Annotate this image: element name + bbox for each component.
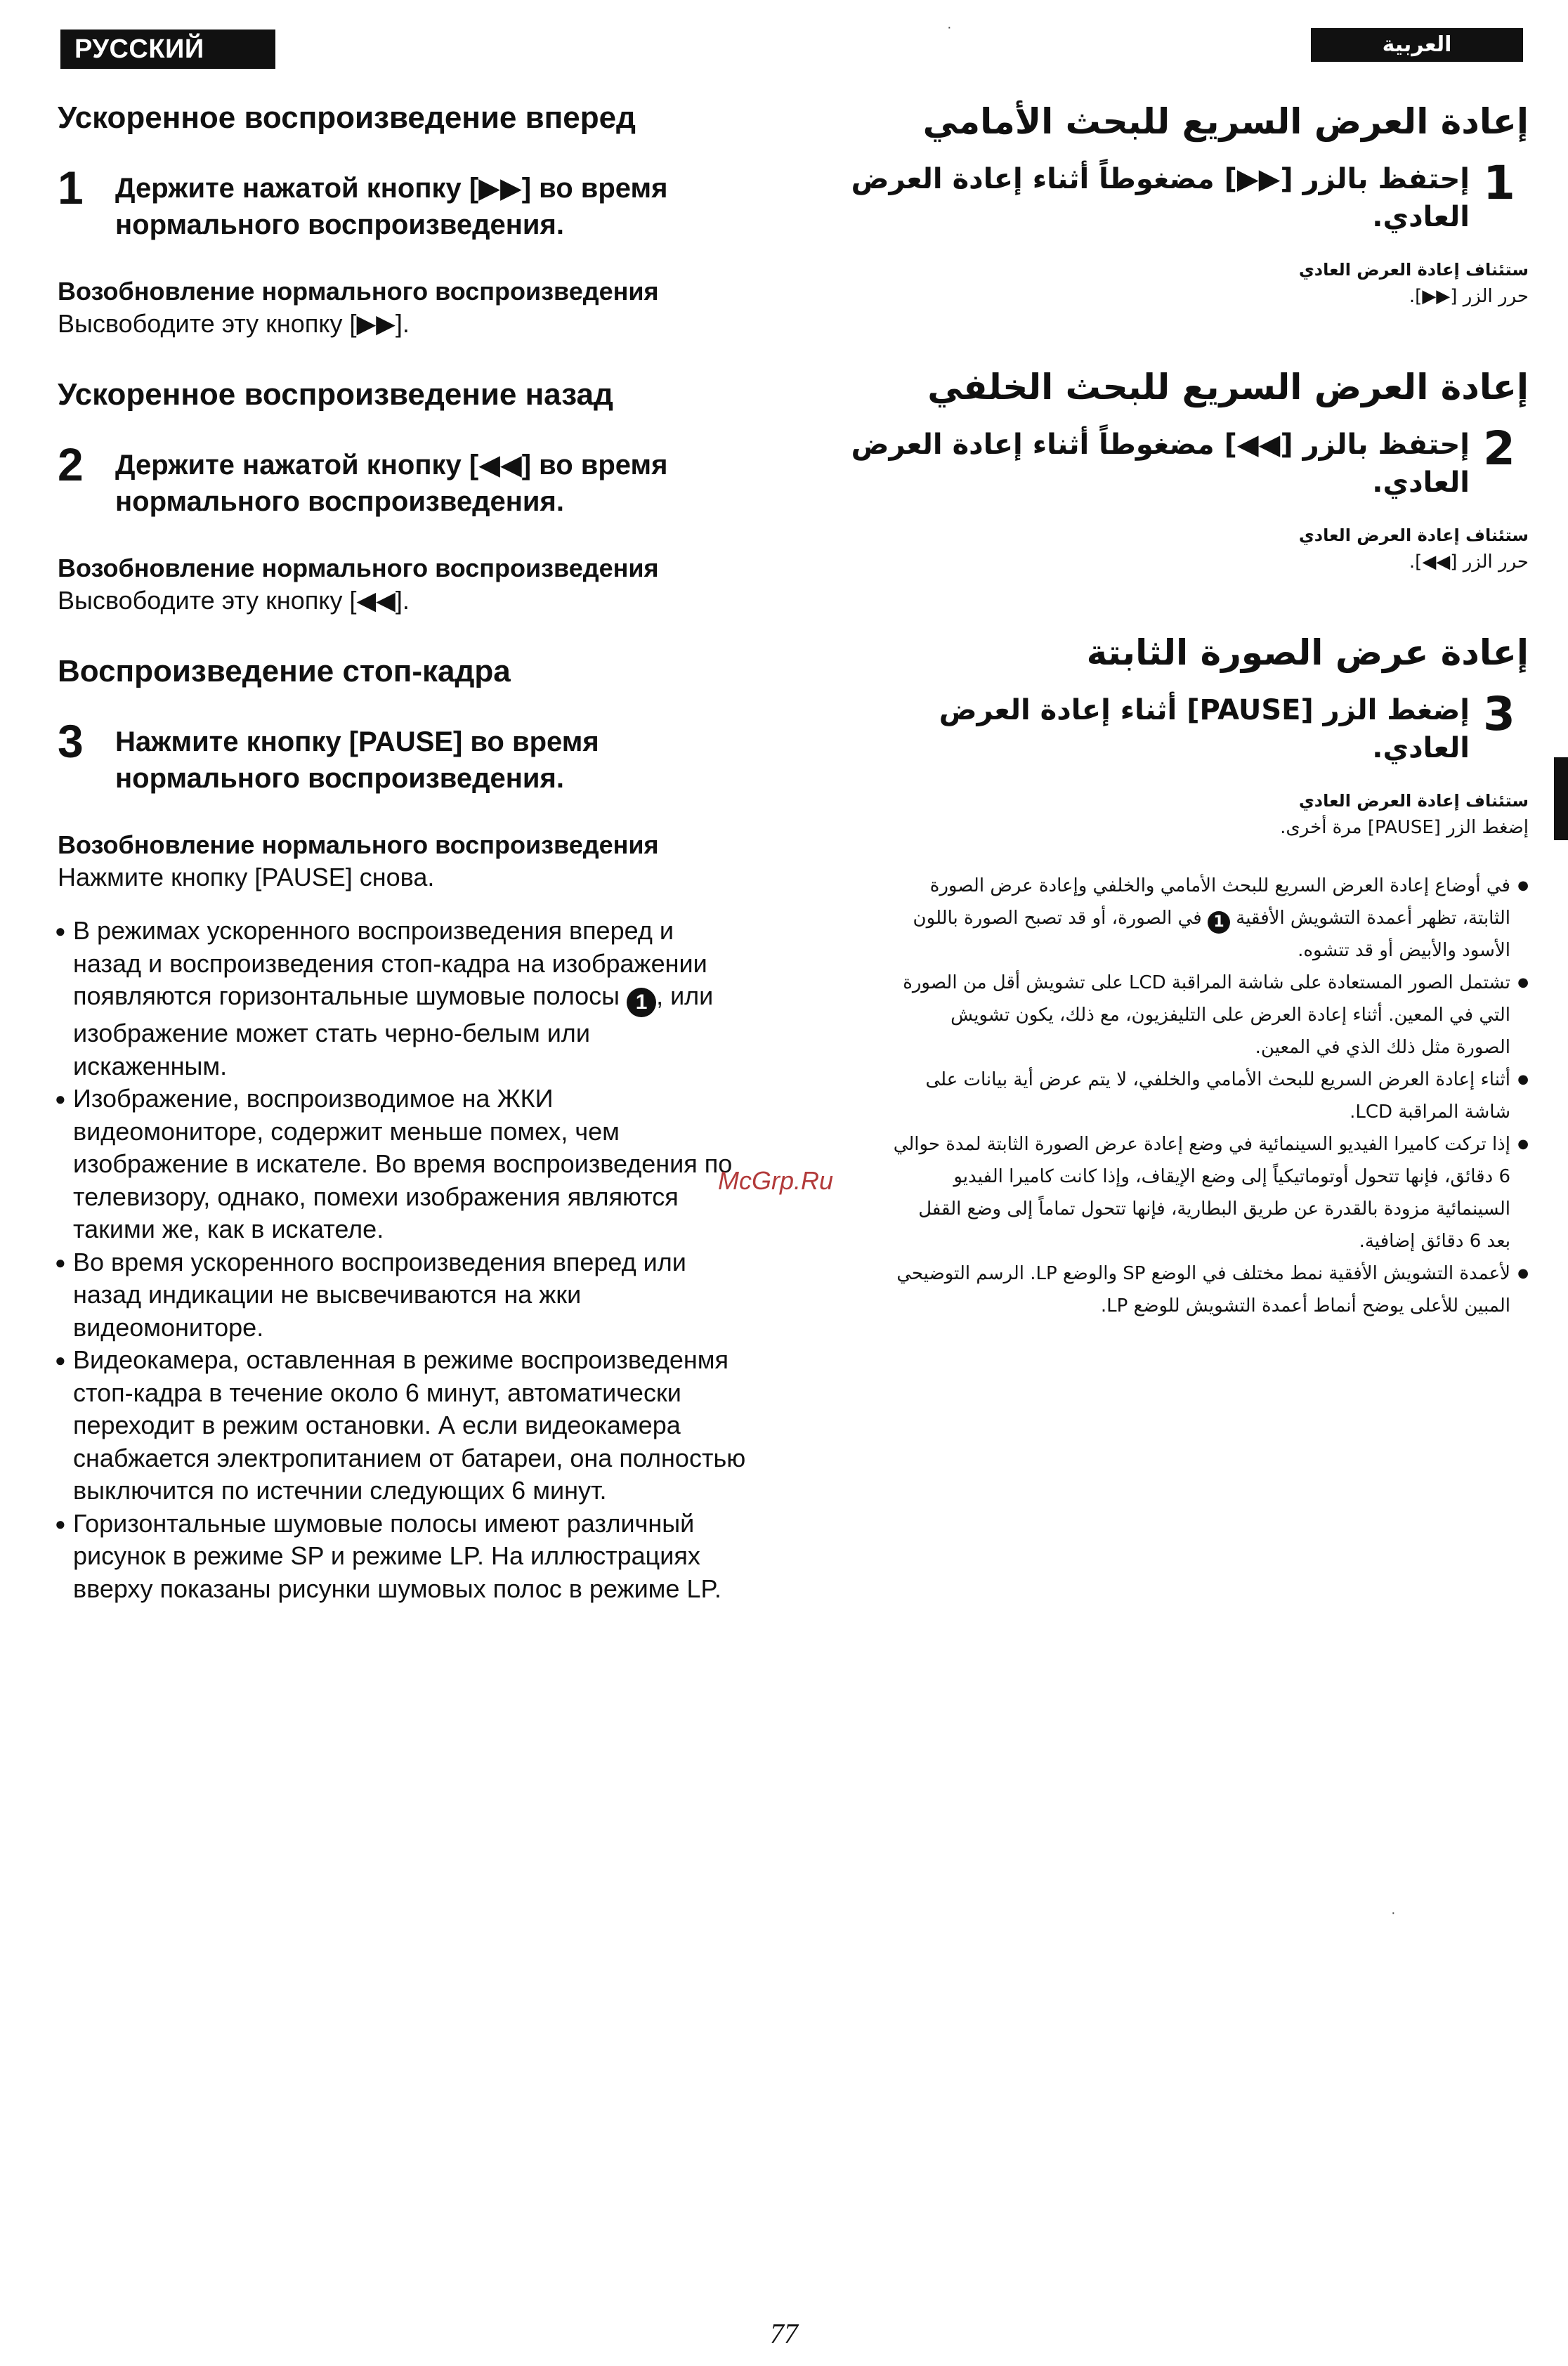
ar-section-rewind (850, 364, 1529, 576)
ru-note-text: , или изображение может стать черно-белым или искаженным. (73, 981, 714, 1080)
ar-notes-list (850, 870, 1529, 1322)
ru-resume-title: Возобновление нормального воспроизведения (58, 277, 659, 306)
ar-section-title: إعادة العرض السريع للبحث الخلفي (927, 367, 1529, 407)
ru-step-number: 2 (58, 438, 84, 490)
ar-step-number: 2 (1483, 421, 1515, 476)
ar-step-number: 1 (1483, 156, 1515, 210)
ru-note: ● Видеокамера, оставленная в режиме воспроизведенмя стоп-кадра в течение около 6 минут, автоматически переходит в режим остановки. А если видеокамера снабжается электропитанием от батареи, она полностью выключится по истечнии следующих 6 минут. (58, 1344, 746, 1508)
ar-note: ● أثناء إعادة العرض السريع للبحث الأمامي والخلفي، لا يتم عرض أية بيانات على شاشة المراقبة LCD. (850, 1064, 1529, 1128)
ru-section-fast-forward (58, 98, 746, 340)
scan-speck: · (947, 20, 952, 35)
ar-note: ● لأعمدة التشويش الأفقية نمط مختلف في الوضع SP والوضع LP. الرسم التوضيحي المبين للأعلى يوضح أنماط أعمدة التشويش للوضع LP. (850, 1257, 1529, 1322)
ru-note-text: В режимах ускоренного воспроизведения вперед и назад и воспроизведения стоп-кадра на изображении появляются горизонтальные шумовые полосы (73, 916, 707, 1010)
ar-resume-text: حرر الزر [◀◀]. (1409, 551, 1529, 573)
ar-step-text: إحتفظ بالزر [◀◀] مضغوطاً أثناء إعادة العرض العادي. (851, 429, 1470, 499)
ar-resume-title: ستئناف إعادة العرض العادي (1298, 525, 1529, 545)
scan-speck: · (1391, 1905, 1396, 1921)
circled-one-icon: 1 (1208, 911, 1230, 934)
ar-step-number: 3 (1483, 687, 1515, 741)
ru-resume-title: Возобновление нормального воспроизведения (58, 830, 659, 859)
ru-resume-title: Возобновление нормального воспроизведения (58, 554, 659, 582)
ar-step (850, 687, 1529, 767)
ru-note (58, 915, 746, 1083)
ar-resume-text: حرر الزر [▶▶]. (1409, 286, 1529, 307)
ar-resume-title: ستئناف إعادة العرض العادي (1298, 791, 1529, 811)
ru-section-still (58, 652, 746, 894)
ru-section-rewind (58, 375, 746, 617)
watermark-text: McGrp.Ru (718, 1166, 834, 1195)
ar-step (850, 156, 1529, 236)
ar-section-still (850, 629, 1529, 842)
arabic-column (850, 98, 1529, 1322)
ar-step-text: إضغط الزر [PAUSE] أثناء إعادة العرض العادي. (939, 694, 1470, 764)
ru-section-title: Воспроизведение стоп-кадра (58, 654, 511, 688)
ar-resume-title: ستئناف إعادة العرض العادي (1298, 260, 1529, 280)
ru-step-text: Держите нажатой кнопку [◀◀] во время нормального воспроизведения. (115, 450, 668, 517)
ru-note: ● Во время ускоренного воспроизведения вперед или назад индикации не высвечиваются на жки видеомониторе. (58, 1246, 746, 1345)
ar-section-title: إعادة عرض الصورة الثابتة (1086, 632, 1529, 673)
ar-step (850, 421, 1529, 502)
ar-section-title: إعادة العرض السريع للبحث الأمامي (922, 101, 1529, 142)
ar-note-text: في أوضاع إعادة العرض السريع للبحث الأمامي والخلفي وإعادة عرض الصورة الثابتة، تظهر أعمدة التشويش الأفقية (929, 875, 1510, 929)
ru-resume-text: Высвободите эту кнопку [◀◀]. (58, 586, 410, 615)
arabic-language-tab: العربية (1311, 28, 1523, 62)
ru-section-title: Ускоренное воспроизведение назад (58, 377, 613, 412)
ru-section-title: Ускоренное воспроизведение вперед (58, 100, 636, 135)
ar-section-fast-forward (850, 98, 1529, 311)
ru-resume-text: Нажмите кнопку [PAUSE] снова. (58, 863, 435, 891)
russian-column (58, 98, 746, 1605)
ru-step (58, 438, 746, 520)
ru-step-text: Держите нажатой кнопку [▶▶] во время нормального воспроизведения. (115, 173, 668, 240)
ru-step-number: 1 (58, 162, 84, 214)
circled-one-icon: 1 (627, 988, 656, 1017)
ar-note (850, 870, 1529, 967)
ru-note: ● Горизонтальные шумовые полосы имеют различный рисунок в режиме SP и режиме LP. На иллюстрациях вверху показаны рисунки шумовых полос в режиме LP. (58, 1508, 746, 1606)
ru-step-text: Нажмите кнопку [PAUSE] во время нормального воспроизведения. (115, 726, 599, 794)
page-number: 77 (770, 2318, 798, 2349)
section-edge-marker (1554, 757, 1568, 840)
russian-language-tab: РУССКИЙ ЯЗЫК (60, 30, 275, 69)
ar-note: ● إذا تركت كاميرا الفيديو السينمائية في وضع إعادة عرض الصورة الثابتة لمدة حوالي 6 دقائق، فإنها تتحول أوتوماتيكياً إلى وضع الإيقاف، وإذا كانت كاميرا الفيديو السينمائية مزودة بالقدرة عن طريق البطارية، فإنها تتحول تماماً إلى وضع القفل بعد 6 دقائق إضافية. (850, 1128, 1529, 1257)
ar-note-text: في الصورة، أو قد تصبح الصورة باللون الأسود والأبيض أو قد تتشوه. (913, 908, 1510, 961)
ru-notes-list (58, 915, 746, 1605)
ar-step-text: إحتفظ بالزر [▶▶] مضغوطاً أثناء إعادة العرض العادي. (851, 163, 1470, 233)
ru-note: ● Изображение, воспроизводимое на ЖКИ видеомониторе, содержит меньше помех, чем изображение в искателе. Во время воспроизведения по телевизору, однако, помехи изображения являются такими же, как в искателе. (58, 1083, 746, 1246)
ru-step (58, 164, 746, 243)
ar-note: ● تشتمل الصور المستعادة على شاشة المراقبة LCD على تشويش أقل من الصورة التي في المعين. أثناء إعادة العرض على التليفزيون، مع ذلك، يكون تشويش الصورة مثل ذلك الذي في المعين. (850, 967, 1529, 1064)
ru-step-number: 3 (58, 715, 84, 767)
ru-step (58, 715, 746, 797)
ru-resume-text: Высвободите эту кнопку [▶▶]. (58, 309, 410, 338)
ar-resume-text: إضغط الزر [PAUSE] مرة أخرى. (1280, 817, 1529, 838)
